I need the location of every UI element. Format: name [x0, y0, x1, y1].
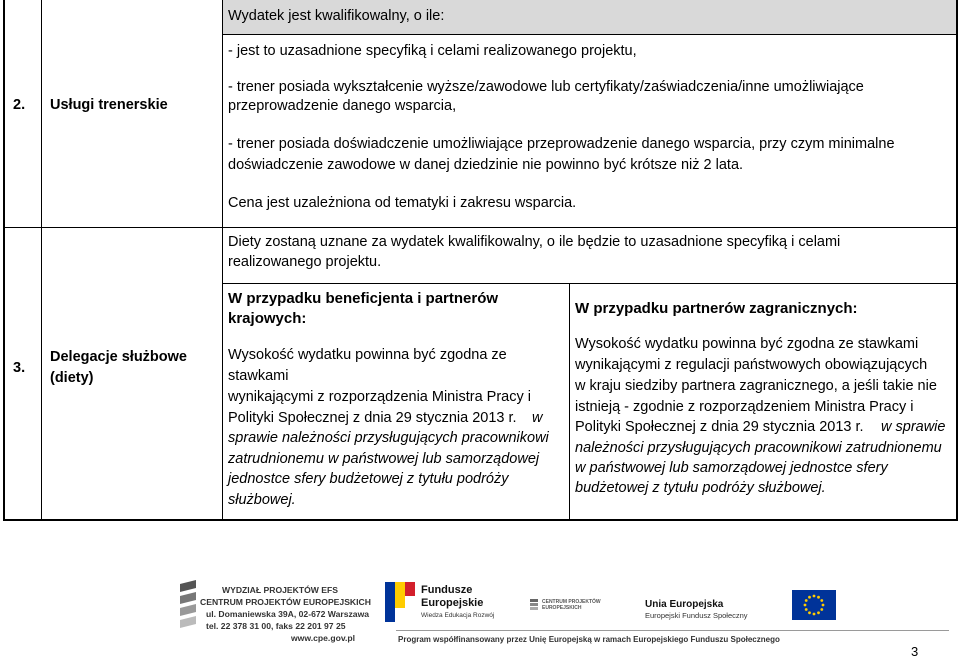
left-italic-tail: w: [532, 410, 543, 426]
row3-number: 3.: [13, 360, 26, 376]
fundusze-europejskie-logo-icon: [385, 582, 415, 622]
row2-header: Wydatek jest kwalifikowalny, o ile:: [228, 8, 445, 24]
right-italic-line: w państwowej lub samorządowej jednostce sfery: [575, 460, 888, 476]
col-divider-1: [41, 0, 42, 521]
page-number: 3: [911, 644, 919, 659]
left-italic-line: zatrudnionemu w państwowej lub samorządowej: [228, 451, 540, 467]
fe-title1: Fundusze: [421, 584, 473, 596]
fe-sub: Wiedza Edukacja Rozwój: [421, 612, 495, 619]
subheader-divider: [222, 283, 958, 284]
left-subheader-a: W przypadku beneficjenta i partnerów: [228, 290, 499, 307]
row3-intro-b: realizowanego projektu.: [228, 254, 382, 270]
row3-name-line1: Delegacje służbowe: [50, 349, 187, 365]
right-italic-line: budżetowej z tytułu podróży służbowej.: [575, 480, 826, 496]
cpe-logo-icon: [178, 578, 200, 628]
col-divider-3: [569, 283, 570, 521]
right-body-line: Wysokość wydatku powinna być zgodna ze stawkami: [575, 336, 919, 352]
dept-line5: www.cpe.gov.pl: [291, 633, 355, 643]
cpe-small-logo-icon: [530, 599, 540, 611]
left-body-line: stawkami: [228, 368, 289, 384]
footer-divider: [396, 630, 949, 631]
ue-title: Unia Europejska: [645, 599, 724, 610]
row3-intro-a: Diety zostaną uznane za wydatek kwalifikowalny, o ile będzie to uzasadnione specyfiką i celami: [228, 234, 841, 250]
col-divider-2: [222, 0, 223, 521]
eu-flag-icon: [792, 590, 836, 620]
row2-line1: - jest to uzasadnione specyfiką i celami realizowanego projektu,: [228, 43, 637, 59]
left-italic-line: jednostce sfery budżetowej z tytułu podróży: [228, 471, 509, 487]
header-divider: [222, 34, 958, 35]
cpe-logo-line1: CENTRUM PROJEKTÓW: [542, 599, 601, 605]
right-italic-line: należności przysługujących pracownikowi zatrudnionemu: [575, 440, 942, 456]
row-divider: [3, 227, 958, 228]
row3-name-line2: (diety): [50, 370, 94, 386]
row2-name: Usługi trenerskie: [50, 97, 168, 113]
right-body-line: Polityki Społecznej z dnia 29 stycznia 2013 r.: [575, 419, 864, 435]
row2-line3a: - trener posiada doświadczenie umożliwiające przeprowadzenie danego wsparcia, przy czym minimalne: [228, 136, 895, 152]
row2-line3b: doświadczenie zawodowe w danej dziedzinie nie powinno być krótsze niż 2 lata.: [228, 157, 744, 173]
left-body-line: Wysokość wydatku powinna być zgodna ze: [228, 347, 507, 363]
right-subheader: W przypadku partnerów zagranicznych:: [575, 300, 858, 317]
dept-line4: tel. 22 378 31 00, faks 22 201 97 25: [206, 621, 346, 631]
program-note: Program współfinansowany przez Unię Europejską w ramach Europejskiego Funduszu Społecznego: [398, 635, 780, 644]
left-body-line: Polityki Społecznej z dnia 29 stycznia 2013 r.: [228, 410, 517, 426]
row2-line2a: - trener posiada wykształcenie wyższe/zawodowe lub certyfikaty/zaświadczenia/inne umożliwiające: [228, 79, 864, 95]
ue-sub: Europejski Fundusz Społeczny: [645, 611, 748, 620]
right-body-line: wynikającymi z regulacji państwowych obowiązujących: [575, 357, 928, 373]
right-body-line: istnieją - zgodnie z rozporządzeniem Ministra Pracy i: [575, 399, 914, 415]
row2-line4: Cena jest uzależniona od tematyki i zakresu wsparcia.: [228, 195, 577, 211]
row2-number: 2.: [13, 97, 26, 113]
dept-logo: [178, 578, 200, 628]
left-italic-line: służbowej.: [228, 492, 296, 508]
dept-line1: WYDZIAŁ PROJEKTÓW EFS: [222, 585, 339, 595]
right-body-line: w kraju siedziby partnera zagranicznego, a jeśli takie nie: [575, 378, 937, 394]
left-italic-line: sprawie należności przysługujących pracownikowi: [228, 430, 549, 446]
cpe-logo-line2: EUROPEJSKICH: [542, 605, 582, 611]
fe-title2: Europejskie: [421, 597, 484, 609]
row2-line2b: przeprowadzenie danego wsparcia,: [228, 98, 457, 114]
left-subheader-b: krajowych:: [228, 310, 307, 327]
dept-line3: ul. Domaniewska 39A, 02-672 Warszawa: [206, 609, 370, 619]
right-italic-tail: w sprawie: [881, 419, 946, 435]
dept-line2: CENTRUM PROJEKTÓW EUROPEJSKICH: [200, 597, 371, 607]
left-body-line: wynikającymi z rozporządzenia Ministra Pracy i: [228, 389, 531, 405]
